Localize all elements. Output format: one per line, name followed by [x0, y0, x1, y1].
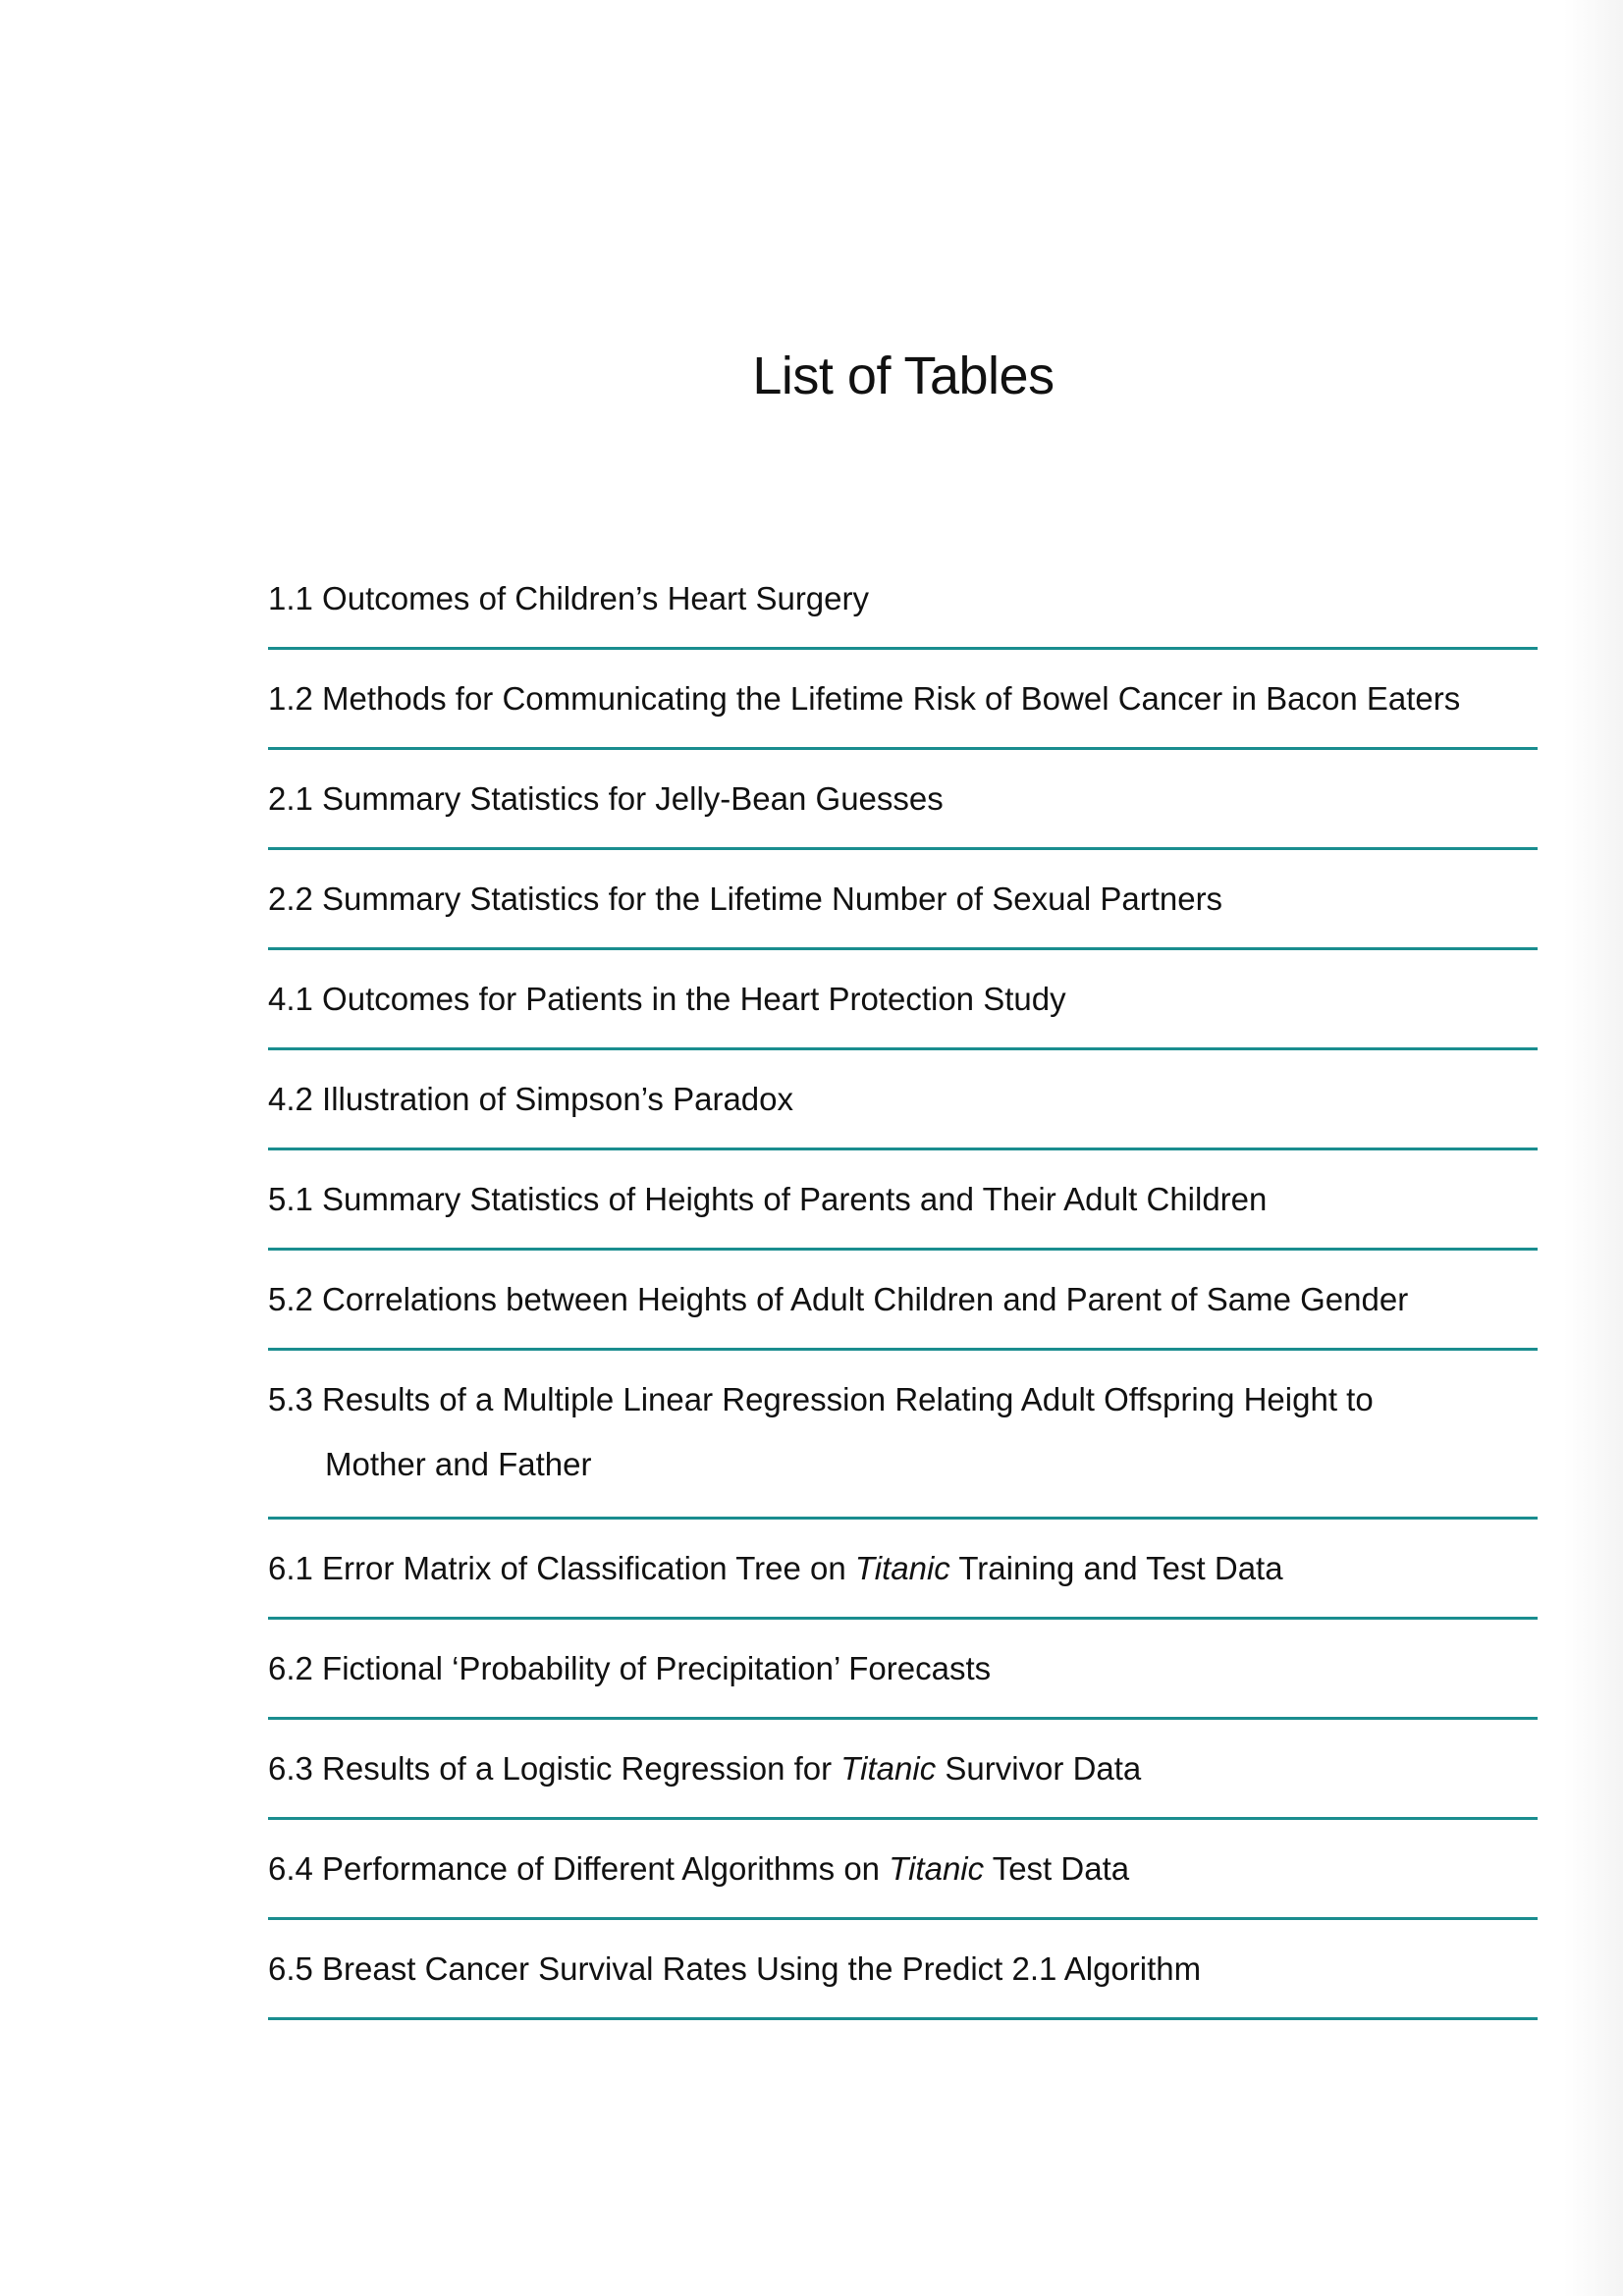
- page-edge-shadow: [1564, 0, 1623, 2296]
- table-title: [322, 1550, 1283, 1586]
- title-italic-text: Titanic: [840, 1750, 937, 1787]
- table-number: 2.2: [268, 881, 313, 917]
- table-title: Summary Statistics of Heights of Parents and Their Adult Children: [322, 1181, 1268, 1217]
- table-number: 1.1: [268, 580, 313, 616]
- title-text: Test Data: [984, 1850, 1130, 1887]
- table-title: [322, 1750, 1141, 1787]
- table-entry-1-1[interactable]: [268, 550, 1538, 650]
- table-number: 6.3: [268, 1750, 313, 1787]
- table-entry-5-1[interactable]: [268, 1150, 1538, 1251]
- table-title: Fictional ‘Probability of Precipitation’ Forecasts: [322, 1650, 992, 1686]
- table-entry-4-1[interactable]: [268, 950, 1538, 1050]
- title-italic-text: Titanic: [889, 1850, 985, 1887]
- table-title: [322, 1850, 1129, 1887]
- table-title-continuation: Mother and Father: [325, 1446, 592, 1482]
- table-entry-4-2[interactable]: [268, 1050, 1538, 1150]
- table-entry-1-2[interactable]: [268, 650, 1538, 750]
- title-italic-text: Titanic: [854, 1550, 950, 1586]
- title-text: Error Matrix of Classification Tree on: [322, 1550, 855, 1586]
- table-entry-6-1[interactable]: [268, 1520, 1538, 1620]
- table-entry-6-4[interactable]: [268, 1820, 1538, 1920]
- table-number: 6.1: [268, 1550, 313, 1586]
- table-title: Outcomes of Children’s Heart Surgery: [322, 580, 870, 616]
- table-title: Outcomes for Patients in the Heart Protection Study: [322, 981, 1066, 1017]
- table-number: 6.5: [268, 1950, 313, 1987]
- table-number: 2.1: [268, 780, 313, 817]
- table-number: 6.4: [268, 1850, 313, 1887]
- table-number: 6.2: [268, 1650, 313, 1686]
- table-title: Breast Cancer Survival Rates Using the Predict 2.1 Algorithm: [322, 1950, 1202, 1987]
- table-entry-6-5[interactable]: [268, 1920, 1538, 2020]
- table-number: 5.1: [268, 1181, 313, 1217]
- table-title: Results of a Multiple Linear Regression Relating Adult Offspring Height to: [322, 1381, 1374, 1417]
- table-number: 1.2: [268, 680, 313, 717]
- title-text: Survivor Data: [936, 1750, 1142, 1787]
- table-title: Summary Statistics for Jelly-Bean Guesses: [322, 780, 944, 817]
- title-text: Results of a Logistic Regression for: [322, 1750, 841, 1787]
- page-title: List of Tables: [752, 347, 1055, 405]
- table-entry-2-1[interactable]: [268, 750, 1538, 850]
- table-title: Summary Statistics for the Lifetime Number of Sexual Partners: [322, 881, 1223, 917]
- table-entry-5-2[interactable]: [268, 1251, 1538, 1351]
- table-number: 4.1: [268, 981, 313, 1017]
- table-title: Illustration of Simpson’s Paradox: [322, 1081, 794, 1117]
- table-number: 5.3: [268, 1381, 313, 1417]
- list-of-tables: [268, 550, 1538, 2020]
- table-entry-5-3[interactable]: [268, 1351, 1538, 1520]
- title-text: Training and Test Data: [949, 1550, 1283, 1586]
- table-number: 5.2: [268, 1281, 313, 1317]
- table-entry-6-3[interactable]: [268, 1720, 1538, 1820]
- table-entry-6-2[interactable]: [268, 1620, 1538, 1720]
- table-title: Methods for Communicating the Lifetime Risk of Bowel Cancer in Bacon Eaters: [322, 680, 1461, 717]
- table-title: Correlations between Heights of Adult Children and Parent of Same Gender: [322, 1281, 1409, 1317]
- table-entry-2-2[interactable]: [268, 850, 1538, 950]
- table-number: 4.2: [268, 1081, 313, 1117]
- title-text: Performance of Different Algorithms on: [322, 1850, 890, 1887]
